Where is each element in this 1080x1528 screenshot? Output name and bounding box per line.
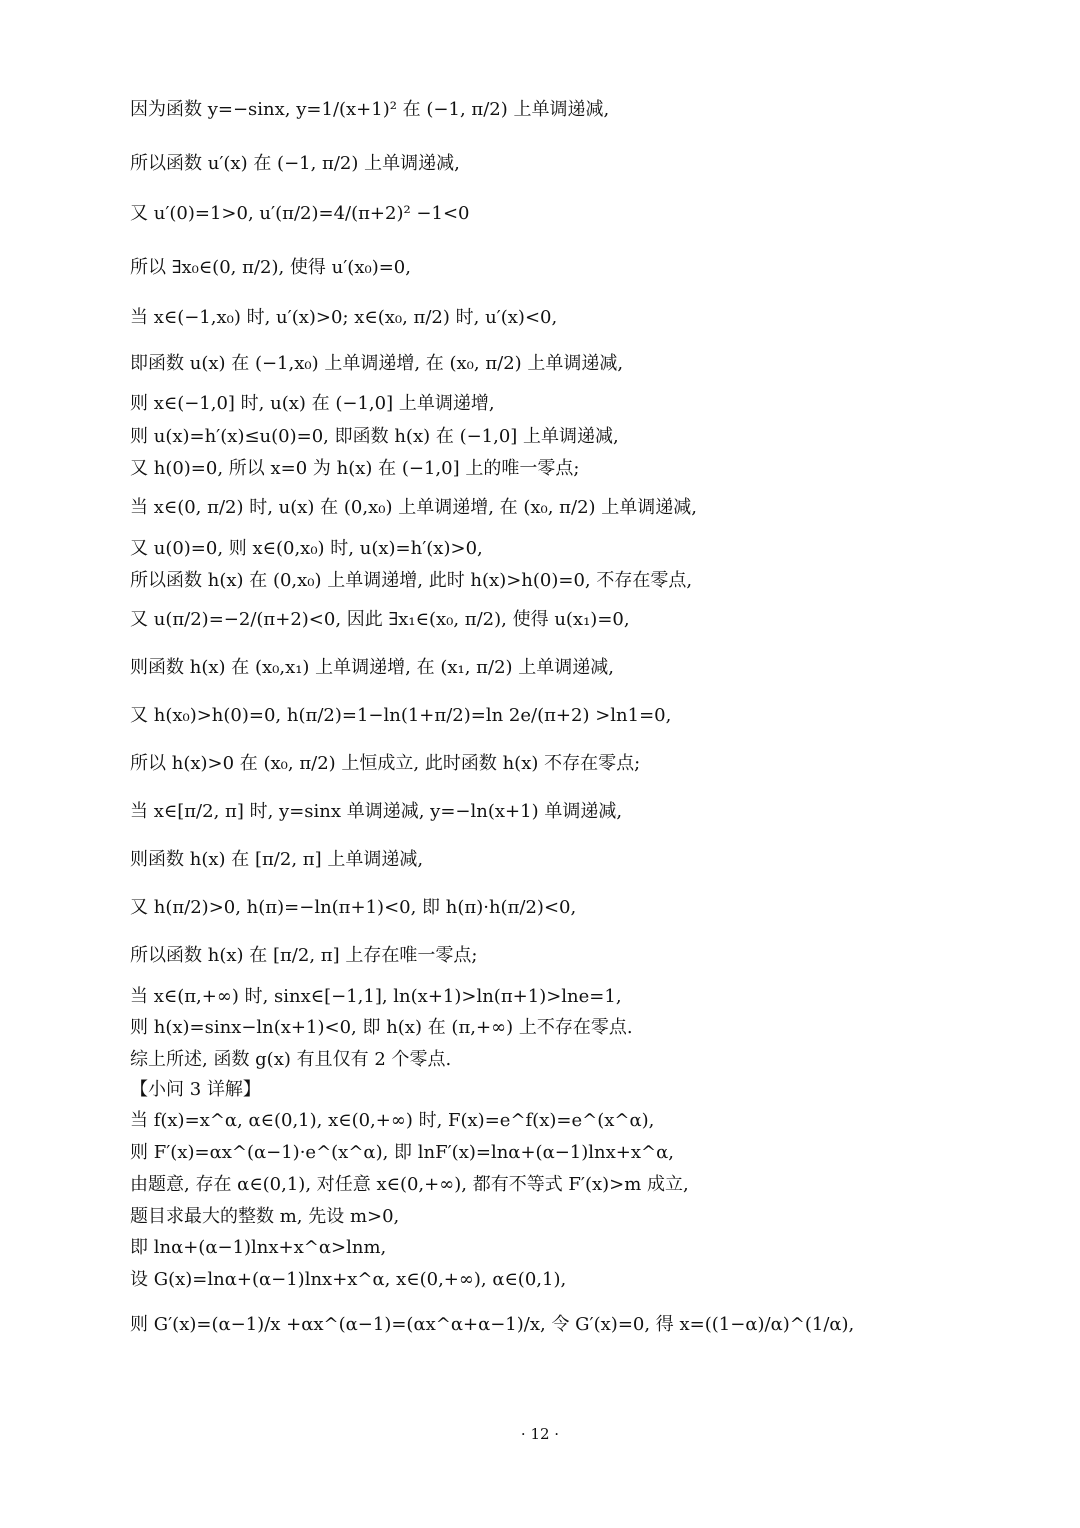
text-line: 题目求最大的整数 m, 先设 m>0,: [130, 1206, 400, 1227]
text-line: 又 u(0)=0, 则 x∈(0,x₀) 时, u(x)=h′(x)>0,: [130, 538, 483, 559]
text-line: 当 x∈(π,+∞) 时, sinx∈[−1,1], ln(x+1)>ln(π+1)>lne=1,: [130, 986, 622, 1007]
text-line: 则 u(x)=h′(x)≤u(0)=0, 即函数 h(x) 在 (−1,0] 上单调递减,: [130, 426, 619, 447]
text-line: 则 x∈(−1,0] 时, u(x) 在 (−1,0] 上单调递增,: [130, 393, 495, 414]
text-line: 又 u′(0)=1>0, u′(π/2)=4/(π+2)² −1<0: [130, 203, 470, 224]
text-line: 所以函数 u′(x) 在 (−1, π/2) 上单调递减,: [130, 153, 460, 174]
text-line: 即函数 u(x) 在 (−1,x₀) 上单调递增, 在 (x₀, π/2) 上单调递减,: [130, 353, 624, 374]
text-line: 又 h(x₀)>h(0)=0, h(π/2)=1−ln(1+π/2)=ln 2e/(π+2) >ln1=0,: [130, 705, 672, 726]
text-line: 设 G(x)=lnα+(α−1)lnx+x^α, x∈(0,+∞), α∈(0,1),: [130, 1269, 567, 1290]
text-line: 则函数 h(x) 在 [π/2, π] 上单调递减,: [130, 849, 424, 870]
text-line: 综上所述, 函数 g(x) 有且仅有 2 个零点.: [130, 1049, 452, 1070]
text-line: 当 x∈(−1,x₀) 时, u′(x)>0; x∈(x₀, π/2) 时, u′(x)<0,: [130, 307, 558, 328]
text-line: 则函数 h(x) 在 (x₀,x₁) 上单调递增, 在 (x₁, π/2) 上单调递减,: [130, 657, 614, 678]
text-line: 当 f(x)=x^α, α∈(0,1), x∈(0,+∞) 时, F(x)=e^f(x)=e^(x^α),: [130, 1110, 655, 1131]
page-number: · 12 ·: [520, 1425, 560, 1443]
text-line: 则 h(x)=sinx−ln(x+1)<0, 即 h(x) 在 (π,+∞) 上不存在零点.: [130, 1017, 633, 1038]
text-line: 因为函数 y=−sinx, y=1/(x+1)² 在 (−1, π/2) 上单调递减,: [130, 99, 610, 120]
text-line: 所以函数 h(x) 在 [π/2, π] 上存在唯一零点;: [130, 945, 478, 966]
text-line: 所以函数 h(x) 在 (0,x₀) 上单调递增, 此时 h(x)>h(0)=0, 不存在零点,: [130, 570, 693, 591]
text-line: 当 x∈(0, π/2) 时, u(x) 在 (0,x₀) 上单调递增, 在 (x₀, π/2) 上单调递减,: [130, 497, 697, 518]
text-line: 则 F′(x)=αx^(α−1)·e^(x^α), 即 lnF′(x)=lnα+(α−1)lnx+x^α,: [130, 1142, 674, 1163]
text-line: 则 G′(x)=(α−1)/x +αx^(α−1)=(αx^α+α−1)/x, 令 G′(x)=0, 得 x=((1−α)/α)^(1/α),: [130, 1314, 855, 1335]
section-heading: 【小问 3 详解】: [130, 1079, 261, 1100]
text-line: 当 x∈[π/2, π] 时, y=sinx 单调递减, y=−ln(x+1) 单调递减,: [130, 801, 623, 822]
text-line: 又 u(π/2)=−2/(π+2)<0, 因此 ∃x₁∈(x₀, π/2), 使得 u(x₁)=0,: [130, 609, 630, 630]
text-line: 所以 ∃x₀∈(0, π/2), 使得 u′(x₀)=0,: [130, 257, 411, 278]
text-line: 由题意, 存在 α∈(0,1), 对任意 x∈(0,+∞), 都有不等式 F′(x)>m 成立,: [130, 1174, 689, 1195]
text-line: 所以 h(x)>0 在 (x₀, π/2) 上恒成立, 此时函数 h(x) 不存在零点;: [130, 753, 641, 774]
text-line: 又 h(0)=0, 所以 x=0 为 h(x) 在 (−1,0] 上的唯一零点;: [130, 458, 580, 479]
text-line: 即 lnα+(α−1)lnx+x^α>lnm,: [130, 1237, 387, 1258]
text-line: 又 h(π/2)>0, h(π)=−ln(π+1)<0, 即 h(π)·h(π/2)<0,: [130, 897, 577, 918]
